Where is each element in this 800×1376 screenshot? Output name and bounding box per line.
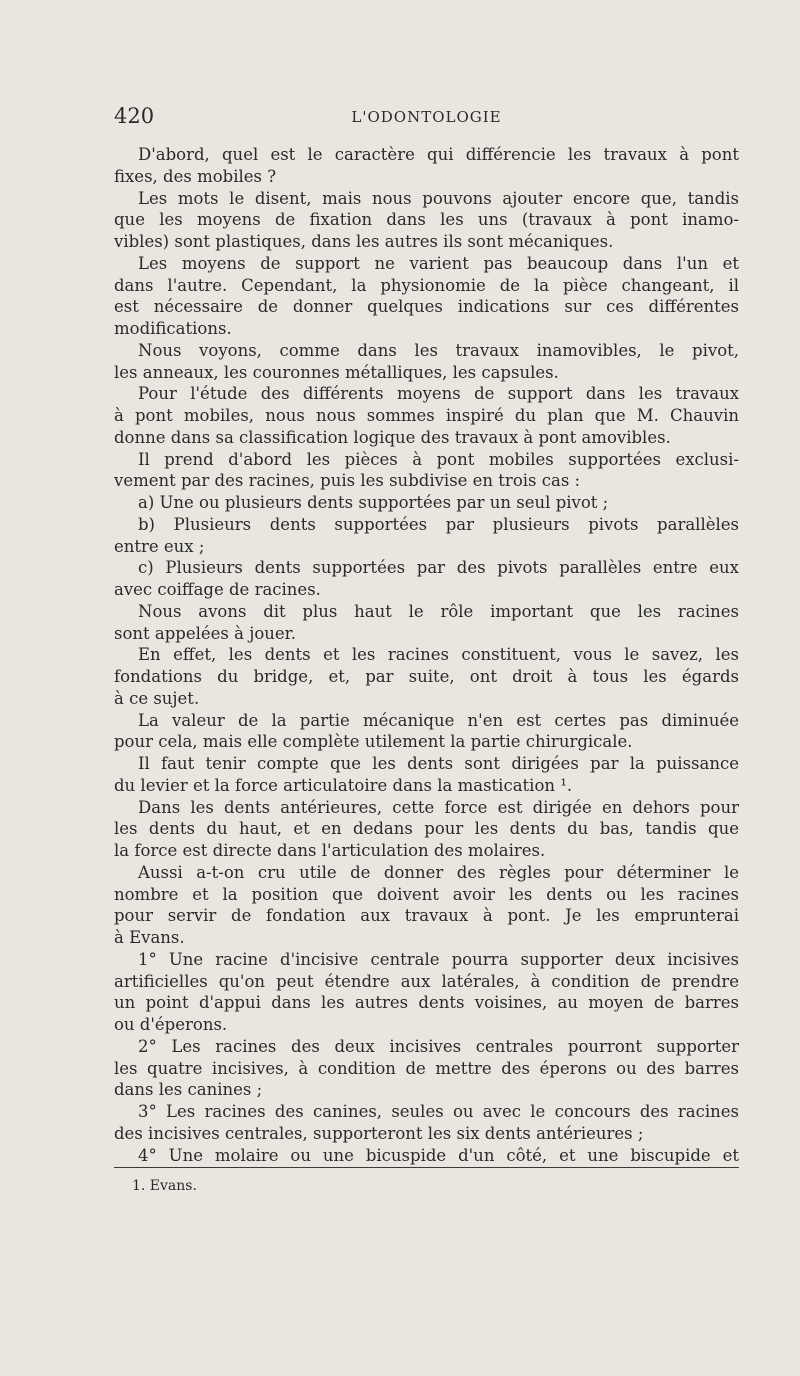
text-line: 4° Une molaire ou une bicuspide d'un côté, et une biscupide et: [138, 1145, 739, 1165]
text-line: la force est directe dans l'articulation des molaires.: [114, 841, 546, 860]
text-line: D'abord, quel est le caractère qui différencie les travaux à pont: [138, 145, 739, 164]
text-line: des incisives centrales, supporteront les six dents antérieures ;: [114, 1123, 644, 1143]
text-line: sont appelées à jouer.: [114, 623, 296, 643]
text-line: Aussi a-t-on cru utile de donner des règles pour déterminer le: [138, 862, 739, 882]
text-line: En effet, les dents et les racines constituent, vous le savez, les: [138, 645, 739, 665]
text-line: Nous avons dit plus haut le rôle important que les racines: [138, 601, 739, 621]
text-line: pour servir de fondation aux travaux à pont. Je les emprunterai: [114, 906, 739, 926]
text-line: Il prend d'abord les pièces à pont mobiles supportées exclusi-: [138, 449, 739, 469]
text-line: Nous voyons, comme dans les travaux inamovibles, le pivot,: [138, 340, 739, 360]
text-line: les dents du haut, et en dedans pour les dents du bas, tandis que: [114, 819, 739, 839]
text-line: est nécessaire de donner quelques indications sur ces différentes: [114, 297, 739, 317]
text-line: les quatre incisives, à condition de mettre des éperons ou des barres: [114, 1058, 739, 1078]
text-line: vement par des racines, puis les subdivise en trois cas :: [114, 471, 581, 491]
text-line: Les moyens de support ne varient pas beaucoup dans l'un et: [138, 253, 739, 273]
text-line: à ce sujet.: [114, 688, 200, 708]
text-line: nombre et la position que doivent avoir les dents ou les racines: [114, 884, 739, 904]
text-line: ou d'éperons.: [114, 1015, 228, 1034]
text-line: entre eux ;: [114, 536, 205, 556]
text-line: du levier et la force articulatoire dans la mastication ¹.: [114, 775, 573, 795]
text-line: vibles) sont plastiques, dans les autres ils sont mécaniques.: [114, 232, 614, 251]
text-line: avec coiffage de racines.: [114, 580, 321, 599]
text-line: a) Une ou plusieurs dents supportées par un seul pivot ;: [138, 493, 609, 512]
text-line: un point d'appui dans les autres dents voisines, au moyen de barres: [114, 993, 739, 1013]
text-line: dans l'autre. Cependant, la physionomie de la pièce changeant, il: [114, 275, 739, 295]
text-line: fondations du bridge, et, par suite, ont droit à tous les égards: [114, 667, 739, 686]
text-line: artificielles qu'on peut étendre aux latérales, à condition de prendre: [114, 971, 739, 991]
running-title: L'ODONTOLOGIE: [351, 108, 502, 126]
text-line: Les mots le disent, mais nous pouvons ajouter encore que, tandis: [138, 188, 739, 208]
page-number: 420: [114, 104, 155, 128]
text-line: à pont mobiles, nous nous sommes inspiré du plan que M. Chauvin: [114, 406, 739, 425]
text-line: fixes, des mobiles ?: [114, 166, 277, 186]
text-line: Dans les dents antérieures, cette force est dirigée en dehors pour: [138, 797, 739, 817]
text-line: Pour l'étude des différents moyens de support dans les travaux: [138, 384, 739, 404]
text-line: les anneaux, les couronnes métalliques, les capsules.: [114, 362, 559, 382]
text-line: à Evans.: [114, 928, 185, 947]
text-line: dans les canines ;: [114, 1080, 263, 1100]
text-line: Il faut tenir compte que les dents sont dirigées par la puissance: [138, 754, 739, 773]
text-line: 3° Les racines des canines, seules ou avec le concours des racines: [138, 1102, 739, 1121]
text-line: 1° Une racine d'incisive centrale pourra supporter deux incisives: [138, 949, 739, 969]
body-text: [114, 144, 739, 1166]
text-line: que les moyens de fixation dans les uns (travaux à pont inamo-: [114, 210, 739, 230]
text-line: La valeur de la partie mécanique n'en est certes pas diminuée: [138, 710, 739, 730]
text-line: pour cela, mais elle complète utilement la partie chirurgicale.: [114, 732, 633, 752]
text-line: b) Plusieurs dents supportées par plusieurs pivots parallèles: [138, 514, 739, 534]
text-line: 2° Les racines des deux incisives centrales pourront supporter: [138, 1036, 739, 1056]
text-line: modifications.: [114, 319, 232, 338]
footnote: 1. Evans.: [132, 1178, 197, 1194]
text-line: donne dans sa classification logique des travaux à pont amovibles.: [114, 427, 671, 447]
text-line: c) Plusieurs dents supportées par des pivots parallèles entre eux: [138, 558, 739, 578]
page-header: [114, 104, 739, 136]
footnote-rule: [114, 1167, 739, 1168]
